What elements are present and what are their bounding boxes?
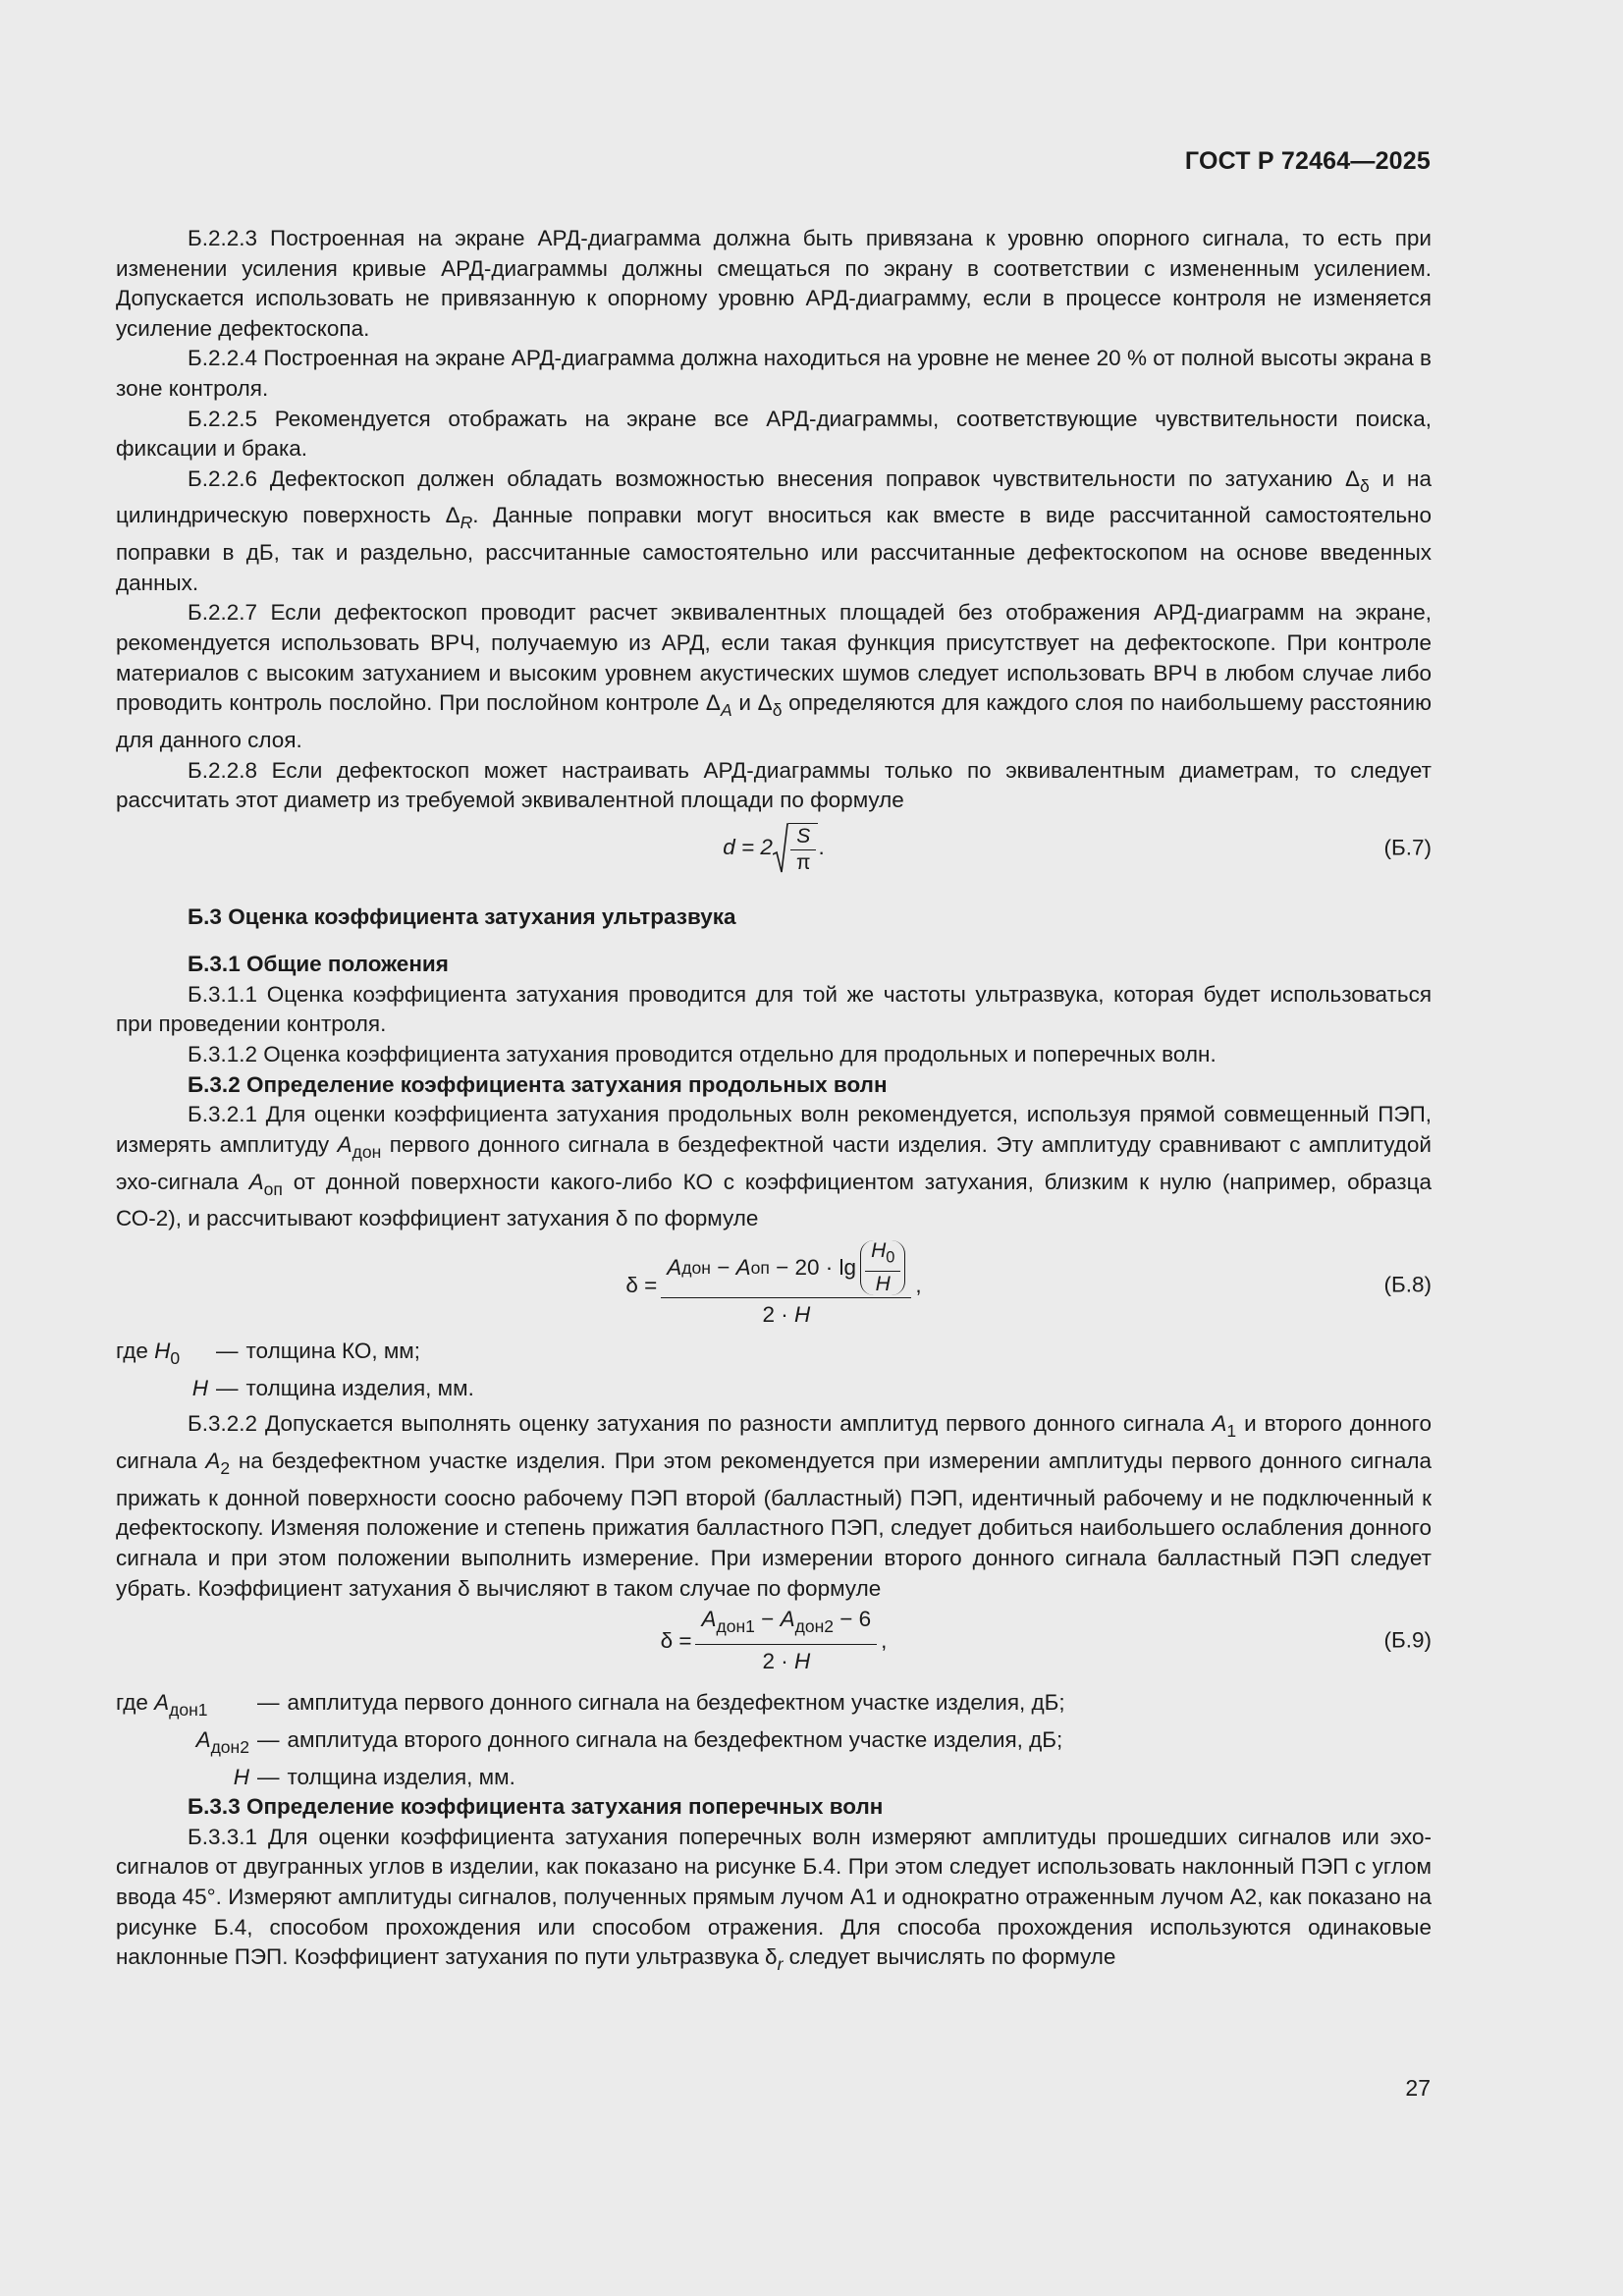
definition-symbol (116, 1337, 208, 1374)
variable: H (871, 1239, 887, 1263)
variable: H (793, 1301, 811, 1327)
fraction-denominator: H (875, 1272, 891, 1295)
paragraph-b226 (116, 465, 1432, 599)
subscript: дон1 (169, 1700, 208, 1721)
definition-text: толщина КО, мм; (245, 1338, 421, 1363)
paragraph-b228: Б.2.2.8 Если дефектоскоп может настраивать АРД-диаграммы только по эквивалентным диаметрам, то следует рассчитать этот диаметр из требуемой эквивалентной площади по формуле (116, 757, 1432, 813)
paragraph-b322 (116, 1409, 1432, 1604)
equation-b9 (116, 1604, 1432, 1678)
equation-lhs: δ = (660, 1627, 692, 1653)
fraction-denominator: π (795, 850, 811, 874)
equation-lhs: d = 2 (723, 835, 773, 860)
variable: A (205, 1448, 221, 1473)
subscript: R (460, 513, 473, 533)
fraction (865, 1240, 900, 1295)
definition-symbol (116, 1725, 249, 1763)
delta-symbol: Δ (1345, 465, 1361, 491)
variable: A (667, 1254, 682, 1280)
definition-text: амплитуда первого донного сигнала на бездефектном участке изделия, дБ; (287, 1690, 1065, 1716)
definition-text: толщина изделия, мм. (245, 1375, 474, 1400)
definitions-b8 (116, 1337, 1432, 1403)
variable: H (191, 1375, 208, 1400)
equation-b8 (116, 1234, 1432, 1337)
radical-sign-icon (773, 823, 788, 874)
text-segment: первого донного сигнала в бездефектной части изделия. Эту амплитуду сравнивают с амплитудой эхо-сигнала (116, 1131, 1432, 1194)
subscript: оп (263, 1178, 283, 1199)
section-heading-b33: Б.3.3 Определение коэффициента затухания поперечных волн (188, 1794, 884, 1820)
variable: A (780, 1607, 795, 1632)
definition-dash: — (257, 1690, 280, 1716)
paragraph-b225: Б.2.2.5 Рекомендуется отображать на экране все АРД-диаграммы, соответствующие чувствительности поиска, фиксации и брака. (116, 406, 1432, 462)
equation-b7 (116, 816, 1432, 881)
radicand (788, 823, 819, 874)
section-heading-b3: Б.3 Оценка коэффициента затухания ультразвука (188, 903, 736, 929)
fraction (790, 826, 817, 874)
fraction-denominator (756, 1298, 816, 1331)
definitions-b9 (116, 1688, 1432, 1792)
subscript: оп (750, 1257, 770, 1278)
subscript: 0 (170, 1348, 181, 1369)
equation-lhs: δ = (625, 1272, 658, 1297)
fraction (661, 1240, 911, 1330)
definition-dash: — (257, 1726, 280, 1752)
variable: A (1212, 1411, 1227, 1437)
variable: A (154, 1690, 170, 1716)
paragraph-b224: Б.2.2.4 Построенная на экране АРД-диаграмма должна находиться на уровне не менее 20 % от полной высоты экрана в зоне контроля. (116, 346, 1432, 401)
paragraph-b227 (116, 598, 1432, 755)
definition-symbol (116, 1374, 208, 1404)
text-segment: от донной поверхности какого-либо КО с коэффициентом затухания, близким к нулю (например, образца СО-2), и рассчитывают коэффициент затухания δ по формуле (116, 1169, 1432, 1231)
equation-number: (Б.7) (1383, 835, 1432, 860)
operator: − (710, 1254, 736, 1280)
variable: H (154, 1338, 171, 1363)
text-segment: Б.2.2.6 Дефектоскоп должен обладать возможностью внесения поправок чувствительности по затуханию (188, 465, 1346, 491)
definition-dash: — (216, 1338, 239, 1363)
fraction (695, 1605, 877, 1676)
text-segment: и (731, 690, 758, 716)
subscript: δ (1360, 475, 1370, 496)
operator: − 20 · lg (769, 1254, 857, 1280)
subscript: A (720, 700, 732, 721)
text-segment: где (116, 1338, 155, 1363)
text-segment: где (116, 1690, 155, 1716)
text-segment: 2 · (762, 1649, 794, 1674)
section-heading-b32: Б.3.2 Определение коэффициента затухания продольных волн (188, 1071, 888, 1097)
subscript: 1 (1226, 1421, 1237, 1442)
fraction-numerator: S (790, 826, 816, 850)
paragraph-b321 (116, 1100, 1432, 1234)
square-root (773, 823, 819, 874)
definition-row (116, 1725, 1432, 1763)
equation-punct: , (915, 1272, 922, 1297)
equation-number: (Б.9) (1383, 1627, 1432, 1653)
paragraph-b223: Б.2.2.3 Построенная на экране АРД-диаграмма должна быть привязана к уровню опорного сигнала, то есть при изменении усиления кривые АРД-диаграммы должны смещаться по экрану в соответствии с измененным усилением. Допускается использовать не привязанную к опорному уровню АРД-диаграмму, если в процессе контроля не изменяется усиление дефектоскопа. (116, 226, 1432, 341)
definition-text: толщина изделия, мм. (287, 1764, 515, 1789)
definition-dash: — (216, 1375, 239, 1400)
subscript: 2 (220, 1458, 231, 1479)
subscript: дон1 (716, 1616, 755, 1637)
fraction-numerator (661, 1240, 911, 1298)
subscript: r (777, 1954, 784, 1975)
variable: A (248, 1169, 264, 1194)
text-segment: на бездефектном участке изделия. При этом рекомендуется при измерении амплитуды первого донного сигнала прижать к донной поверхности соосно рабочему ПЭП второй (балластный) ПЭП, идентичный рабочему и не подключенный к дефектоскопу. Изменяя положение и степень прижатия балластного ПЭП, следует добиться наибольшего ослабления донного сигнала и при этом положении выполнить измерение. При измерении второго донного сигнала балластный ПЭП следует убрать. Коэффициент затухания δ вычисляют в таком случае по формуле (116, 1448, 1432, 1601)
fraction-denominator (756, 1645, 816, 1677)
definition-text: амплитуда второго донного сигнала на бездефектном участке изделия, дБ; (287, 1726, 1063, 1752)
text-segment: . Данные поправки могут вноситься как вместе в виде рассчитанной самостоятельно поправки в дБ, так и раздельно, рассчитанные самостоятельно или рассчитанные дефектоскопом на основе введенных данных. (116, 503, 1432, 595)
definition-row (116, 1374, 1432, 1404)
paragraph-b312: Б.3.1.2 Оценка коэффициента затухания проводится отдельно для продольных и поперечных волн. (188, 1042, 1217, 1067)
document-id-header: ГОСТ Р 72464—2025 (1184, 147, 1431, 175)
definition-symbol (116, 1688, 249, 1725)
text-segment: 2 · (762, 1301, 794, 1327)
equation-punct: . (818, 835, 825, 860)
variable: A (701, 1607, 717, 1632)
text-segment: и второго донного сигнала (116, 1411, 1432, 1473)
text-segment: и на цилиндрическую поверхность (116, 465, 1432, 528)
page-number: 27 (1405, 2075, 1431, 2101)
paragraph-b311: Б.3.1.1 Оценка коэффициента затухания проводится для той же частоты ультразвука, которая будет использоваться при проведении контроля. (116, 981, 1432, 1037)
fraction-numerator (865, 1240, 900, 1272)
variable: A (735, 1254, 751, 1280)
section-heading-b31: Б.3.1 Общие положения (188, 952, 449, 977)
subscript: дон2 (210, 1736, 249, 1757)
text-segment: Б.3.3.1 Для оценки коэффициента затухания поперечных волн измеряют амплитуды прошедших сигналов или эхо-сигналов от двугранных углов в изделии, как показано на рисунке Б.4. При этом следует использовать наклонный ПЭП с углом ввода 45°. Измеряют амплитуды сигналов, полученных прямым лучом А1 и однократно отраженным лучом А2, как показано на рисунке Б.4, способом прохождения или способом отражения. Для способа прохождения используются одинаковые наклонные ПЭП. Коэффициент затухания по пути ультразвука (116, 1824, 1432, 1970)
definition-row (116, 1688, 1432, 1725)
operator: − 6 (834, 1607, 872, 1632)
variable: H (793, 1649, 811, 1674)
definition-dash: — (257, 1764, 280, 1789)
paragraph-b331 (116, 1823, 1432, 1980)
text-segment: следует вычислять по формуле (783, 1944, 1116, 1970)
delta-symbol: δ (765, 1944, 778, 1970)
subscript: дон (352, 1142, 382, 1162)
parenthesized-ratio (860, 1240, 905, 1295)
definition-symbol (116, 1763, 249, 1793)
subscript: 0 (886, 1248, 895, 1267)
text-segment: Б.2.2.7 Если дефектоскоп проводит расчет эквивалентных площадей без отображения АРД-диаграмм на экране, рекомендуется использовать ВРЧ, получаемую из АРД, если такая функция присутствует на дефектоскопе. При контроле материалов с высоким затуханием и высоким уровнем акустических шумов следует использовать ВРЧ в любом случае либо проводить контроль послойно. При послойном контроле (116, 600, 1432, 716)
definition-row (116, 1763, 1432, 1793)
subscript: δ (772, 700, 783, 721)
delta-symbol: Δ (445, 503, 460, 528)
delta-symbol: Δ (757, 690, 773, 716)
text-segment: Б.3.2.1 Для оценки коэффициента затухания продольных волн рекомендуется, используя прямой совмещенный ПЭП, измерять амплитуду (116, 1102, 1432, 1157)
delta-symbol: Δ (705, 690, 721, 716)
text-segment: Б.3.2.2 Допускается выполнять оценку затухания по разности амплитуд первого донного сигнала (188, 1411, 1213, 1437)
subscript: дон2 (794, 1616, 835, 1637)
document-body (116, 224, 1432, 1980)
definition-row (116, 1337, 1432, 1374)
variable: A (337, 1131, 352, 1157)
equation-number: (Б.8) (1383, 1272, 1432, 1297)
text-segment: определяются для каждого слоя по наибольшему расстоянию для данного слоя. (116, 690, 1432, 752)
operator: − (754, 1607, 781, 1632)
equation-punct: , (881, 1627, 888, 1653)
subscript: дон (681, 1257, 711, 1278)
variable: A (195, 1726, 211, 1752)
variable: H (233, 1764, 249, 1789)
fraction-numerator (695, 1605, 877, 1645)
